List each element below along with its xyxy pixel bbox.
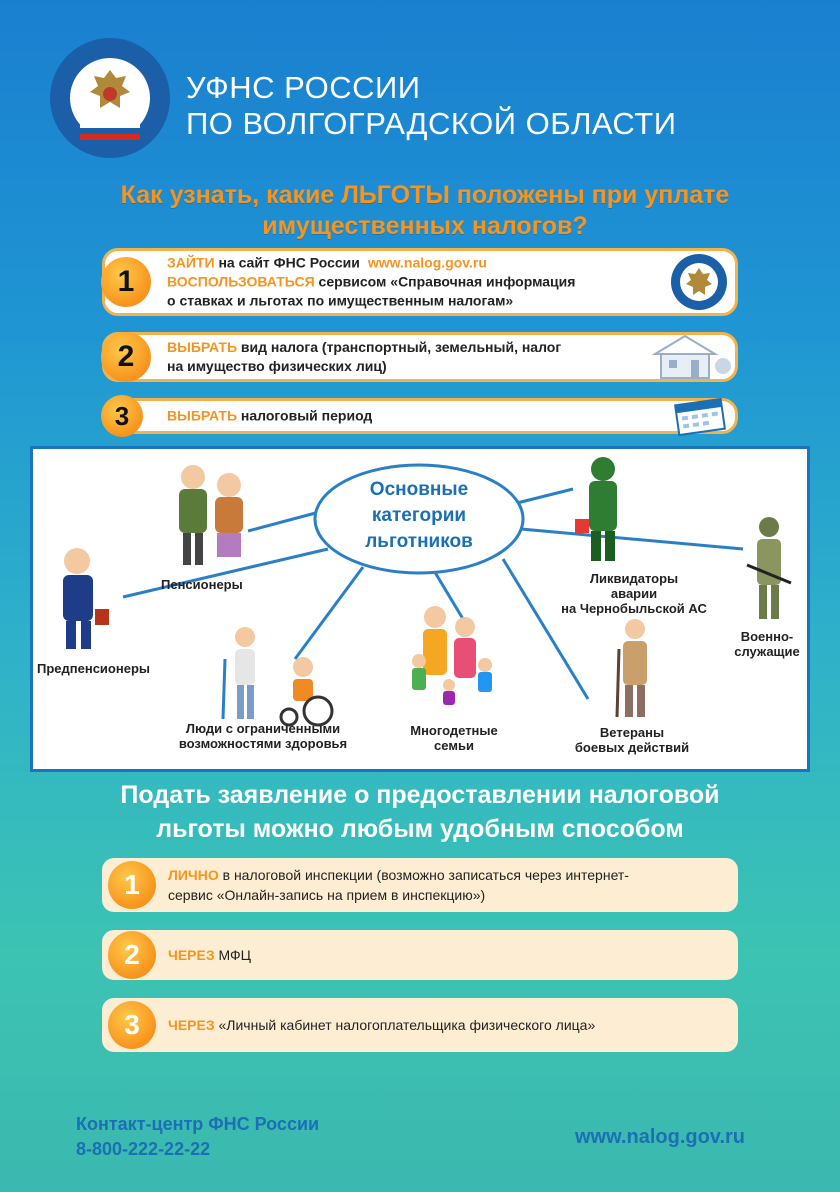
contact-phone[interactable]: 8-800-222-22-22 bbox=[76, 1139, 211, 1159]
step-text bbox=[167, 338, 561, 376]
category-line: аварии bbox=[610, 586, 658, 601]
step-highlight: ВОСПОЛЬЗОВАТЬСЯ bbox=[167, 273, 315, 290]
category-line: служащие bbox=[734, 644, 800, 659]
category-large-families bbox=[399, 723, 509, 753]
category-line: на Чернобыльской АС bbox=[561, 601, 707, 616]
question-title bbox=[40, 180, 810, 242]
large-family-illustration bbox=[412, 606, 492, 705]
way-text bbox=[168, 945, 251, 965]
category-veterans bbox=[567, 725, 697, 755]
way-text bbox=[168, 1015, 595, 1035]
step-highlight: ВЫБРАТЬ bbox=[167, 339, 238, 355]
way-text-part: сервис «Онлайн-запись на прием в инспекцию») bbox=[168, 887, 486, 903]
way-highlight: ЛИЧНО bbox=[168, 867, 219, 883]
footer-site-link[interactable]: www.nalog.gov.ru bbox=[575, 1126, 745, 1148]
center-line: категории bbox=[371, 505, 467, 526]
step-text-part: сервисом «Справочная информация bbox=[314, 273, 576, 290]
way-2 bbox=[102, 930, 738, 980]
category-military bbox=[727, 629, 807, 659]
step-2 bbox=[102, 332, 738, 382]
way-number: 2 bbox=[108, 931, 156, 979]
categories-center-label bbox=[319, 477, 519, 555]
question-line2: имущественных налогов? bbox=[262, 212, 588, 240]
step-text-part: налоговый период bbox=[237, 407, 373, 424]
step-number: 1 bbox=[101, 257, 151, 307]
calendar-icon bbox=[673, 396, 729, 436]
apply-title bbox=[40, 778, 800, 846]
center-line: Основные bbox=[369, 479, 469, 500]
fns-logo-icon bbox=[48, 36, 172, 160]
step-text bbox=[167, 407, 372, 426]
category-pensioners: Пенсионеры bbox=[161, 577, 243, 592]
category-line: Многодетные bbox=[410, 723, 498, 738]
question-line1: Как узнать, какие ЛЬГОТЫ положены при уплате bbox=[120, 181, 730, 209]
step-number: 2 bbox=[101, 332, 151, 382]
way-3 bbox=[102, 998, 738, 1052]
way-number: 1 bbox=[108, 861, 156, 909]
apply-line2: льготы можно любым удобным способом bbox=[156, 815, 684, 843]
category-line: Ликвидаторы bbox=[589, 571, 679, 586]
step-text-part: о ставках и льготах по имущественным налогам» bbox=[167, 292, 514, 309]
way-text-part: «Личный кабинет налогоплательщика физического лица» bbox=[214, 1017, 596, 1033]
org-line1: УФНС РОССИИ bbox=[186, 70, 421, 105]
way-text-part: в налоговой инспекции (возможно записаться через интернет- bbox=[218, 867, 629, 883]
step-text-part: вид налога (транспортный, земельный, налог bbox=[237, 339, 562, 355]
org-line2: ПО ВОЛГОГРАДСКОЙ ОБЛАСТИ bbox=[186, 106, 677, 141]
way-text-part: МФЦ bbox=[214, 947, 252, 963]
step-text-part: на сайт ФНС России bbox=[214, 254, 360, 271]
step-highlight: ВЫБРАТЬ bbox=[167, 407, 238, 424]
step-1 bbox=[102, 248, 738, 316]
pensioners-illustration bbox=[179, 465, 243, 565]
soldier-illustration bbox=[747, 517, 791, 619]
veteran-illustration bbox=[617, 619, 647, 717]
contact-label: Контакт-центр ФНС России bbox=[76, 1114, 320, 1134]
contact-center bbox=[76, 1112, 319, 1162]
way-1 bbox=[102, 858, 738, 912]
category-line: Ветераны bbox=[599, 725, 665, 740]
way-highlight: ЧЕРЕЗ bbox=[168, 947, 215, 963]
house-icon bbox=[645, 332, 735, 382]
org-name bbox=[186, 70, 677, 142]
step-highlight: ЗАЙТИ bbox=[167, 254, 215, 271]
way-number: 3 bbox=[108, 1001, 156, 1049]
way-text bbox=[168, 865, 629, 905]
apply-line1: Подать заявление о предоставлении налоговой bbox=[120, 781, 720, 809]
category-disabled bbox=[163, 721, 363, 751]
step-number: 3 bbox=[101, 395, 143, 437]
category-line: боевых действий bbox=[574, 740, 690, 755]
way-highlight: ЧЕРЕЗ bbox=[168, 1017, 215, 1033]
liquidator-illustration bbox=[575, 457, 617, 561]
category-prepensioners: Предпенсионеры bbox=[37, 661, 150, 676]
categories-panel bbox=[30, 446, 810, 772]
step-text-part: на имущество физических лиц) bbox=[167, 358, 387, 374]
fns-site-link[interactable]: www.nalog.gov.ru bbox=[367, 254, 487, 271]
category-line: Люди с ограниченными bbox=[185, 721, 341, 736]
center-line: льготников bbox=[365, 531, 473, 552]
step-text bbox=[167, 254, 575, 311]
category-line: Военно- bbox=[740, 629, 794, 644]
category-liquidators bbox=[549, 571, 719, 616]
prepensioner-illustration bbox=[63, 548, 109, 649]
step-3 bbox=[102, 398, 738, 434]
category-line: возможностями здоровья bbox=[178, 736, 348, 751]
category-line: семьи bbox=[434, 738, 474, 753]
fns-emblem-icon bbox=[669, 252, 729, 312]
disabled-people-illustration bbox=[223, 627, 332, 725]
